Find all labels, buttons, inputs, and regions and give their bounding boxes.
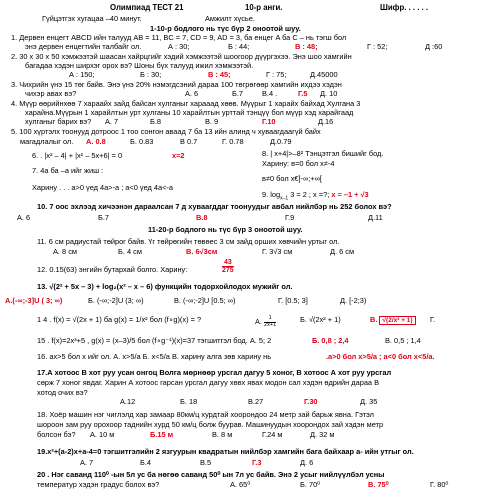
test-title: Олимпиад ТЕСТ 21	[110, 3, 184, 12]
q19-option-c: В.5	[200, 458, 212, 467]
q14-option-a	[255, 316, 276, 328]
q12-numerator: 43	[223, 259, 232, 266]
q17-text-2: сөрж 7 хоног явдаг. Харин А хотоос гарсан урсгал дагуу хөвх явах модон сал хэдэн өдрийн дараа B	[37, 378, 380, 387]
q10-option-d: Г.9	[285, 213, 295, 222]
q19-option-d: Г.3	[252, 458, 262, 467]
q13-option-e: Д. [-2;3)	[340, 296, 367, 305]
q20-text	[37, 471, 385, 480]
q17-option-c: В.27	[248, 397, 264, 406]
q13-text: 13. √(2² + 5x – 3) + log₂(x² – x – 6) функцийн тодорхойлодох мужийг ол.	[37, 282, 293, 291]
q1-option-a: А : 30;	[168, 42, 190, 51]
q1-text-2: энэ дервен енцегтийн талбайг ол.	[25, 42, 142, 51]
q18-text: 18. Хоёр машин нэг чиглэлд хар замаар 80км/ц хурдтай хоорондоо 24 метр зай барьж явна. Гэтэл	[37, 410, 374, 419]
q17-option-d: Г.30	[304, 397, 318, 406]
q3-option-b: Б.7	[232, 89, 244, 98]
q20-option-b: Б. 70⁰	[300, 480, 321, 489]
q10-text-bold: 10. 7 оос эхлээд хичээнэн дараалсан 7 д хуваагддаг тоонуудыг авбал нийлбэр нь 252 болох вэ?	[37, 202, 392, 211]
q11-option-a: А. 8 см	[53, 247, 77, 256]
q8-inequality: 8. | x+4|>–8² Тэнцэтгэл бишийг бод.	[262, 149, 384, 158]
q4-text: 4. Мүүр өөрийнхөө 7 хараайх зайд байсан хулганыг харааад хөөв. Мүүрыг 1 харайх байхад Хулгана 3	[11, 99, 361, 108]
q13-option-a: А.(-∞;-3]U ( 3; ∞)	[5, 296, 63, 305]
q12-text: 12. 0.15(63) энгийн бутархай болго. Харину:	[37, 265, 188, 274]
q2-text-2: багадаа хэдэн ширхэг орох вэ? Шоны бүх талууд ижил хэмжээтэй.	[25, 61, 254, 70]
q20-option-a: А. 65⁰	[230, 480, 251, 489]
q7-answer: Харину . . . а>0 үед 4a>-a ; a<0 үед 4a<-a	[32, 183, 174, 192]
q10-text	[37, 203, 392, 212]
q16-text: 16. ax>5 бол x ийг ол. А. x>5/a Б. x<5/a В. харину алга зөв харину нь	[37, 352, 272, 361]
q1-option-b: Б : 44;	[228, 42, 250, 51]
q18-option-c: В. 8 м	[212, 430, 233, 439]
q20-option-d: Г. 80⁰	[430, 480, 449, 489]
q2-option-b: Б : 30;	[140, 70, 162, 79]
q14-text: 1 4 . f(x) = √(2x + 1) ба g(x) = 1/x² бол (f∘g)(x) = ?	[37, 315, 202, 324]
q10-option-e: Д.11	[368, 213, 383, 222]
q12-fraction	[222, 259, 234, 274]
q8-answer-line-1: Харину: в=0 бол x≠-4	[262, 159, 335, 168]
q17-text	[37, 369, 391, 378]
q4-option-a: А. 7	[105, 117, 119, 126]
q3-option-d: Г.5	[298, 89, 308, 98]
q4-option-e: Д.16	[318, 117, 334, 126]
q6-answer: x=2	[172, 151, 185, 160]
q14-option-a-label: А.	[255, 316, 262, 326]
q9-log-label: 9. log	[262, 190, 281, 199]
q2-option-e: Д.45000	[310, 70, 338, 79]
q4-text-2: харайна.Мүүрын 1 харайлтын урт хулганы 10 харайлтын урттай тэнцүү бол мүүр хэд харайгаад	[25, 108, 354, 117]
q17-option-a: А.12	[120, 397, 136, 406]
q17-text-bold: 17.А хотоос B хот руу усан онгоц Волга мөрнөөр урсгал дагуу 5 хоног, B хотоос А хот руу урсгал	[37, 368, 392, 377]
q7-question: 7. 4a ба –a ийг жиш :	[32, 166, 104, 175]
q4-text-3: хулганыг барих вэ?	[25, 117, 92, 126]
q12-denominator: 275	[222, 267, 234, 274]
q17-text-3: хотод очих вэ?	[37, 388, 88, 397]
q4-option-b: Б.8	[150, 117, 162, 126]
cipher-field: Шифр. . . . . .	[380, 3, 429, 12]
q3-option-e: Д. 10	[320, 89, 338, 98]
q11-option-b: Б. 4 см	[118, 247, 142, 256]
q19-option-e: Д. 6	[300, 458, 314, 467]
q14-option-c-formula: √(2/x² + 1)	[379, 316, 415, 325]
q15-option-c: В. 0,5 ; 1,4	[385, 336, 421, 345]
q5-option-c: В 0.7	[180, 137, 198, 146]
q11-option-e: Д. 6 см	[330, 247, 355, 256]
q11-text: 11. 6 см радиустай төйрог байв. Үг төйрөгийн төвөес 3 см зайд орших хөвчийн уртыг ол.	[37, 237, 340, 246]
q2-text: 2. 30 x 30 x 50 хэмжээтэй шаасан хайрцгийг хэдий хэмжээтэй шоогоор дүүргэхээ. Энэ шоо хамгийн	[11, 52, 352, 61]
q18-text-2: шороон зам руу орохоор таднийн хурд 50 км/ц болж буурав. Машинуудын хоорондох зай хэдэн метр	[37, 420, 384, 429]
q5-option-d: Г. 0.78	[222, 137, 244, 146]
q12-answer	[222, 259, 234, 274]
q20-option-c: В. 75⁰	[368, 480, 389, 489]
q3-option-a: А. 6	[185, 89, 199, 98]
q8-answer-line-2: в≠0 бол x€]-∞;+∞[	[262, 174, 322, 183]
q19-text	[37, 448, 414, 457]
q11-option-c: В. 6√3см	[186, 247, 218, 256]
grade-label: 10-р анги.	[245, 3, 283, 12]
q1-option-c: В : 48;	[295, 42, 318, 51]
q18-text-3: болсон бэ?	[37, 430, 76, 439]
q5-text: 5. 100 хүртэлх тоонууд дотроос 1 тоо сонгон аваад 7 ба 13 ийн алинд ч хуваагдаагүй байх	[11, 127, 321, 136]
q5-option-a: А. 0.8	[86, 137, 106, 146]
q4-option-c: В. 9	[205, 117, 219, 126]
q14-option-a-fraction: $\frac{1}{2x+1}$	[264, 315, 277, 328]
q14-option-d: Г.	[430, 315, 436, 324]
q6-equation: 6. . |x² – 4| + |x² – 5x+6| = 0	[32, 151, 123, 160]
q15-text: 15 . f(x)=2x³+5 , g(x) = (x–3)/5 бол (f∘g⁻¹)(x)=37 тэгшитгэл бод. А. 5; 2	[37, 336, 272, 345]
q18-option-e: Д. 32 м	[310, 430, 335, 439]
q17-option-e: Д. 35	[360, 397, 378, 406]
q10-option-b: Б.7	[98, 213, 110, 222]
q3-option-c: В.4 .	[262, 89, 278, 98]
q3-text-2: чихэр авах вэ?	[25, 89, 77, 98]
q13-option-d: Г. [0.5; 3]	[278, 296, 308, 305]
q19-text-bold: 19.x²+(a-2)x+a-4=0 тэгшитгэлийн 2 язгуурын квадратын нийлбэр хамгийн бага байхаар a- ийн утгыг ол.	[37, 447, 414, 456]
q20-text-2: температур хэдэн градус болох вэ?	[37, 480, 160, 489]
q14-option-b: Б. √(2x² + 1)	[300, 315, 341, 324]
q9-equation: 9. $\log_{x-1} 3 = 2$ ; x =?; x = –1 + √3	[262, 190, 369, 202]
q2-option-a: А : 150;	[69, 70, 95, 79]
time-limit: Гүйцэтгэх хугацаа –40 минут.	[42, 14, 142, 23]
q5-option-b: Б. 0.83	[130, 137, 154, 146]
q5-option-e: Д.0.79	[270, 137, 292, 146]
q14-option-c-label: В.	[370, 315, 378, 324]
q5-text-2: магадлалыг ол.	[20, 137, 74, 146]
q10-option-c: В.8	[196, 213, 208, 222]
section-heading-1: 1-10-р бодлого нь түс бүр 2 оноотой шуу.	[150, 24, 301, 33]
q14-option-c	[370, 316, 416, 325]
q3-text: 3. Чихрийн үнэ 15 төг байв. Энэ үнэ 20% нэмэгдсэний дараа 100 төгрөгөөр хамгийн ихдээ хэдэн	[11, 80, 342, 89]
q9-answer: x = –1 + √3	[331, 190, 369, 199]
q1-option-d: Г : 52;	[367, 42, 388, 51]
q18-option-a: А. 10 м	[90, 430, 115, 439]
section-heading-2: 11-20-р бодлого нь түс бүр 3 оноотой шуу.	[148, 225, 303, 234]
q1-option-e: Д :60	[425, 42, 443, 51]
q19-option-a: А. 7	[80, 458, 94, 467]
good-luck: Амжилт хүсье.	[205, 14, 255, 23]
q20-text-bold: 20 . Нэг саванд 110⁰ -ын 5л ус ба нөгөө саванд 50⁰ ын 7л ус байв. Энэ 2 усыг нийлүүлбэл усны	[37, 470, 385, 479]
q9-equation-part: 3 = 2 ; x =?;	[290, 190, 330, 199]
q19-option-b: Б.4	[140, 458, 152, 467]
q4-option-d: Г.10	[262, 117, 276, 126]
q18-option-b: Б.15 м	[150, 430, 174, 439]
q10-option-a: А. 6	[17, 213, 31, 222]
q16-answer: .a>0 бол x>5/a ; a<0 бол x<5/a.	[326, 352, 435, 361]
q11-option-d: Г. 3√3 см	[262, 247, 293, 256]
q1-text: 1. Дервен енцегт ABCD ийн талууд AB = 11, BC = 7, CD = 9, AD = 3, ба енцег A ба C – нь тэгш бол	[11, 33, 347, 42]
q17-option-b: Б. 18	[180, 397, 198, 406]
q15-option-b: Б. 0,8 ; 2,4	[312, 336, 349, 345]
q2-option-c: В : 45;	[208, 70, 231, 79]
q13-option-b: Б. (-∞;-2]U (3; ∞)	[88, 296, 144, 305]
q2-option-d: Г : 75;	[266, 70, 287, 79]
q13-option-c: В. (-∞;-2]U [0.5; ∞)	[174, 296, 236, 305]
q18-option-d: Г.24 м	[262, 430, 283, 439]
